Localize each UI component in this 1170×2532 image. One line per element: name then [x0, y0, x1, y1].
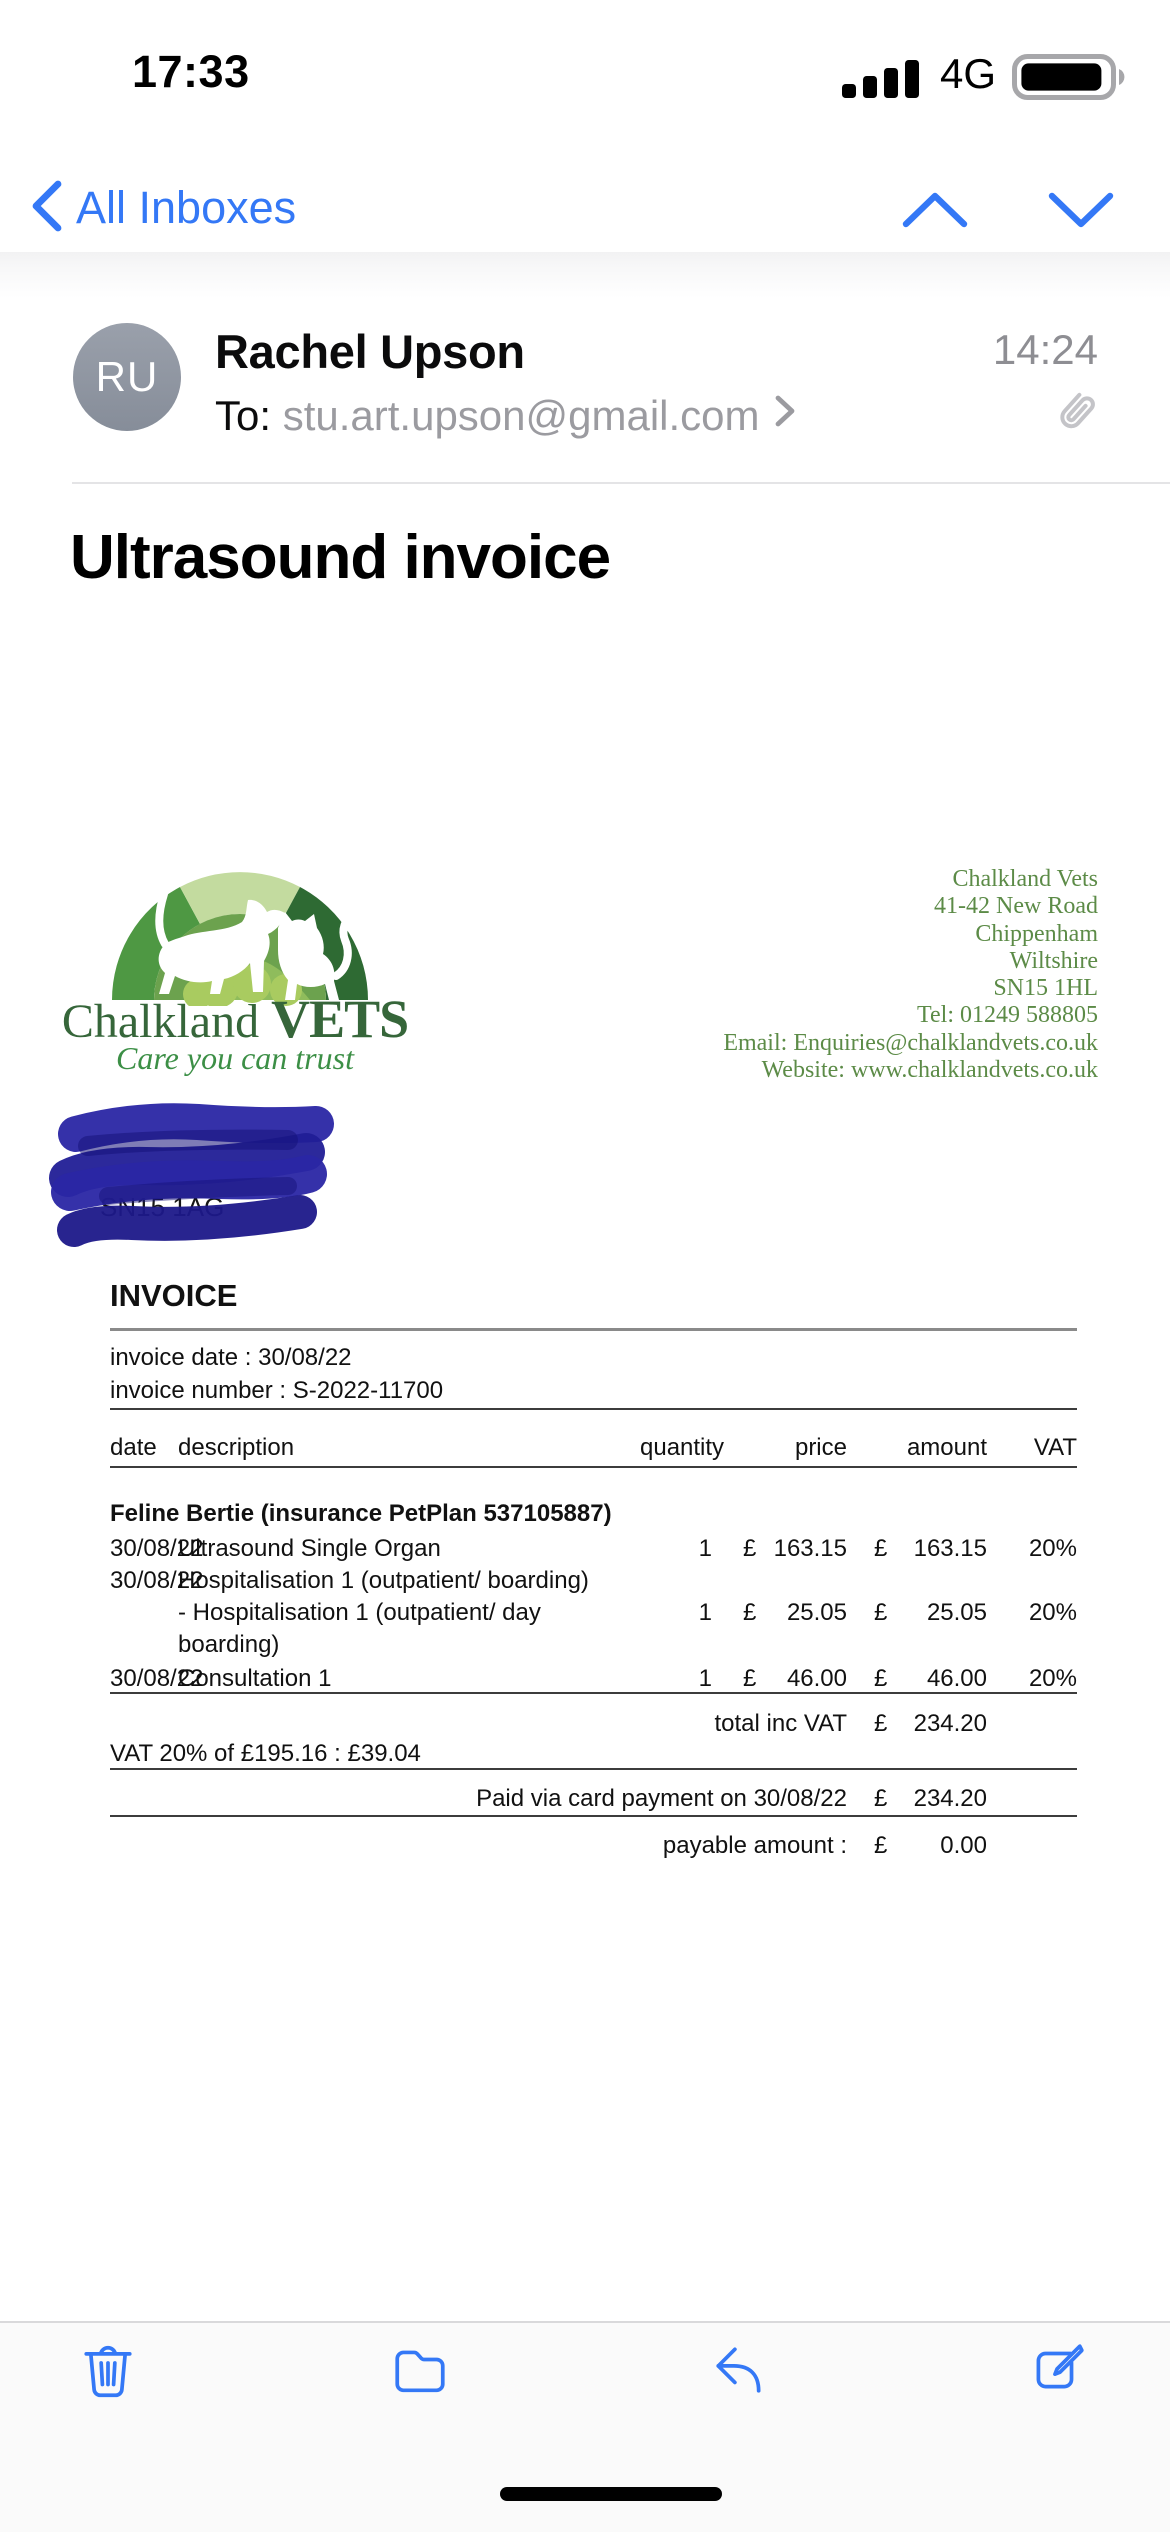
to-label: To: — [215, 392, 283, 439]
col-header-vat: VAT — [1033, 1434, 1077, 1461]
invoice-date-line: invoice date : 30/08/22 — [110, 1344, 352, 1371]
divider — [110, 1768, 1077, 1770]
cell-currency: £ — [743, 1599, 757, 1626]
payable-label: payable amount : — [662, 1832, 847, 1859]
cell-amount: 25.05 — [926, 1599, 987, 1626]
address-line: 41-42 New Road — [934, 893, 1098, 920]
cell-vat: 20% — [1028, 1665, 1077, 1692]
divider — [110, 1692, 1077, 1694]
home-indicator[interactable] — [500, 2487, 722, 2501]
next-message-chevron-down-icon[interactable] — [1046, 188, 1116, 232]
table-row — [110, 1665, 1077, 1695]
chalkland-vets-logo — [98, 858, 382, 1006]
invoice-section — [110, 1278, 1077, 1878]
cell-quantity: 1 — [698, 1599, 712, 1626]
divider — [110, 1408, 1077, 1410]
cell-description: Ultrasound Single Organ — [178, 1535, 441, 1562]
email-subject: Ultrasound invoice — [70, 523, 611, 592]
address-line: Chalkland Vets — [952, 866, 1098, 892]
logo-text: Chalkland — [61, 995, 272, 1048]
trash-icon[interactable] — [78, 2339, 138, 2399]
cell-price: 163.15 — [773, 1535, 847, 1562]
cell-currency: £ — [874, 1665, 888, 1692]
patient-group-header: Feline Bertie (insurance PetPlan 537105887) — [110, 1500, 612, 1527]
cell-vat: 20% — [1028, 1599, 1077, 1626]
invoice-number-line: invoice number : S-2022-11700 — [110, 1377, 444, 1404]
divider — [110, 1815, 1077, 1817]
cell-quantity: 1 — [698, 1665, 712, 1692]
address-line: Tel: 01249 588805 — [917, 1002, 1098, 1029]
cell-date: 30/08/22 — [110, 1665, 204, 1692]
address-line: Website: www.chalklandvets.co.uk — [761, 1057, 1098, 1084]
col-header-date: date — [110, 1434, 157, 1461]
payable-row — [110, 1832, 1077, 1862]
col-header-description: description — [178, 1434, 295, 1461]
cell-quantity: 1 — [698, 1535, 712, 1562]
cell-price: 46.00 — [786, 1665, 847, 1692]
cell-description: Consultation 1 — [178, 1665, 332, 1692]
cell-date: 30/08/22 — [110, 1567, 204, 1594]
marker-scribble-icon — [48, 1100, 348, 1260]
cell-currency: £ — [743, 1535, 757, 1562]
vendor-address-block — [570, 866, 1098, 1084]
address-fragment: SN15 1AG — [100, 1192, 225, 1222]
total-value: 234.20 — [913, 1710, 987, 1737]
recipient-expand-chevron-icon[interactable] — [774, 394, 796, 428]
cell-description: boarding) — [178, 1631, 280, 1658]
avatar-initials: RU — [95, 353, 159, 400]
payable-value: 0.00 — [940, 1832, 987, 1859]
network-type-label: 4G — [940, 50, 997, 97]
col-header-amount: amount — [906, 1434, 987, 1461]
back-chevron-icon[interactable] — [28, 180, 64, 232]
status-time: 17:33 — [132, 46, 250, 97]
table-row — [110, 1567, 1077, 1597]
divider — [110, 1328, 1077, 1331]
col-header-price: price — [794, 1434, 847, 1461]
table-header-row — [110, 1434, 1077, 1464]
table-row — [110, 1599, 1077, 1629]
logo-tagline: Care you can trust — [116, 1040, 354, 1076]
compose-icon[interactable] — [1026, 2339, 1086, 2399]
sender-name[interactable]: Rachel Upson — [215, 325, 525, 378]
recipient-row[interactable] — [215, 392, 796, 440]
reply-icon[interactable] — [709, 2339, 769, 2399]
address-line: Chippenham — [975, 920, 1098, 947]
divider — [110, 1466, 1077, 1468]
cell-currency: £ — [874, 1785, 888, 1812]
table-row — [110, 1631, 1077, 1661]
cell-currency: £ — [743, 1665, 757, 1692]
nav-scroll-shadow — [0, 252, 1170, 298]
back-button-all-inboxes[interactable]: All Inboxes — [76, 182, 297, 233]
folder-icon[interactable] — [390, 2339, 450, 2399]
address-line: Email: Enquiries@chalklandvets.co.uk — [723, 1029, 1098, 1056]
cell-amount: 163.15 — [913, 1535, 987, 1562]
redacted-address-scribble — [48, 1100, 348, 1260]
header-divider — [72, 482, 1170, 484]
cell-vat: 20% — [1028, 1535, 1077, 1562]
address-line: SN15 1HL — [993, 975, 1098, 1002]
vat-summary-line: VAT 20% of £195.16 : £39.04 — [110, 1740, 421, 1767]
address-line: Wiltshire — [1009, 947, 1098, 974]
paperclip-attachment-icon — [1050, 384, 1102, 440]
paid-label: Paid via card payment on 30/08/22 — [476, 1785, 847, 1812]
cell-amount: 46.00 — [926, 1665, 987, 1692]
invoice-title: INVOICE — [110, 1278, 238, 1313]
cell-date: 30/08/22 — [110, 1535, 204, 1562]
battery-icon — [1012, 54, 1134, 100]
paid-value: 234.20 — [913, 1785, 987, 1812]
cell-description: Hospitalisation 1 (outpatient/ boarding) — [178, 1567, 589, 1594]
table-row — [110, 1535, 1077, 1565]
message-time: 14:24 — [992, 326, 1098, 373]
signal-strength-icon — [842, 58, 926, 98]
col-header-quantity: quantity — [640, 1434, 725, 1461]
logo-text-caps: VETS — [271, 989, 409, 1049]
paid-row — [110, 1785, 1077, 1815]
cell-currency: £ — [874, 1832, 888, 1859]
cell-description: - Hospitalisation 1 (outpatient/ day — [178, 1599, 541, 1626]
previous-message-chevron-up-icon[interactable] — [900, 188, 970, 232]
cell-currency: £ — [874, 1535, 888, 1562]
recipient-address: stu.art.upson@gmail.com — [282, 392, 760, 439]
total-label: total inc VAT — [714, 1710, 847, 1737]
total-row — [110, 1710, 1077, 1740]
cell-currency: £ — [874, 1599, 888, 1626]
cell-price: 25.05 — [786, 1599, 847, 1626]
cell-currency: £ — [874, 1710, 888, 1737]
